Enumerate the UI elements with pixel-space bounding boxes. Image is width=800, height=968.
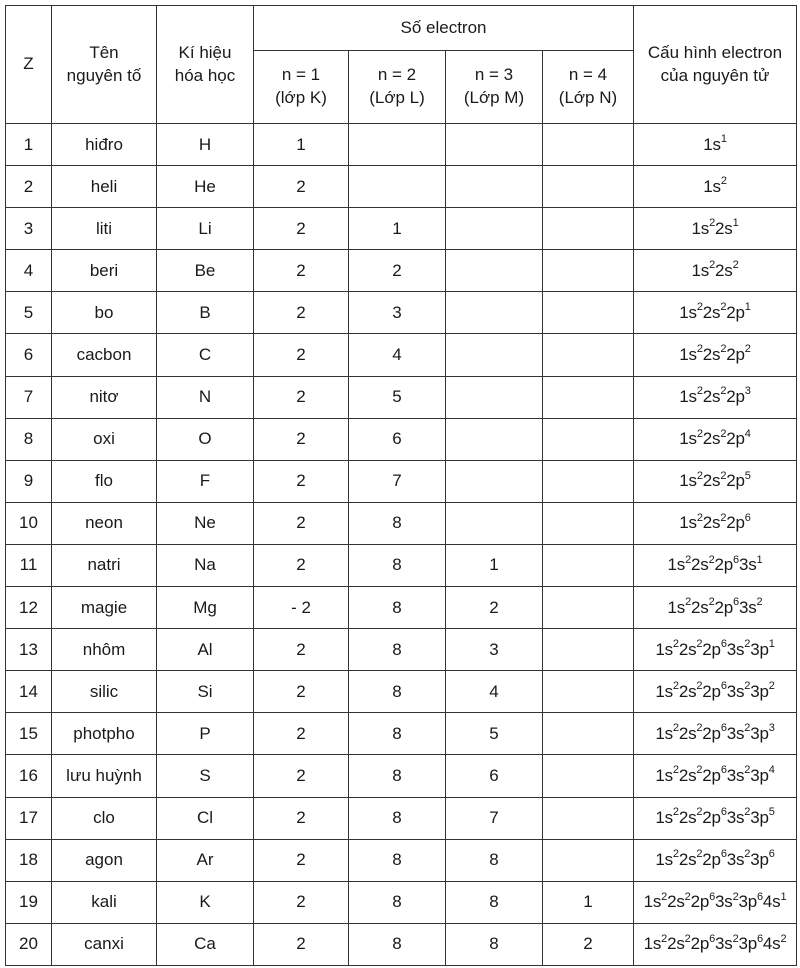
- element-name-cell: silic: [52, 671, 157, 713]
- shell-n-count-cell: [543, 629, 634, 671]
- shell-m-count-cell: 8: [446, 839, 543, 881]
- shell-m-count-cell: 7: [446, 797, 543, 839]
- element-name-cell: liti: [52, 208, 157, 250]
- header-z: Z: [6, 6, 52, 124]
- shell-n-count-cell: [543, 418, 634, 460]
- element-name-cell: flo: [52, 460, 157, 502]
- element-symbol-cell: H: [157, 124, 254, 166]
- electron-configuration-cell: $1s^22s^2$: [634, 250, 797, 292]
- shell-k-count-cell: 2: [254, 208, 349, 250]
- table-row: [6, 460, 797, 502]
- element-name-cell: agon: [52, 839, 157, 881]
- element-symbol-cell: B: [157, 292, 254, 334]
- atomic-number-cell: 8: [6, 418, 52, 460]
- shell-n-count-cell: [543, 671, 634, 713]
- shell-m-count-cell: [446, 208, 543, 250]
- electron-configuration-cell: $1s^2$: [634, 166, 797, 208]
- electron-configuration-cell: $1s^22s^22p^63s^23p^3$: [634, 713, 797, 755]
- element-name-cell: lưu huỳnh: [52, 755, 157, 797]
- element-name-cell: photpho: [52, 713, 157, 755]
- electron-configuration-cell: $1s^22s^22p^63s^23p^2$: [634, 671, 797, 713]
- shell-k-count-cell: 2: [254, 713, 349, 755]
- shell-n-count-cell: [543, 250, 634, 292]
- shell-l-count-cell: 8: [349, 502, 446, 544]
- table-row: [6, 587, 797, 629]
- atomic-number-cell: 18: [6, 839, 52, 881]
- shell-m-count-cell: [446, 418, 543, 460]
- header-symbol-line1: Kí hiệu: [178, 42, 232, 62]
- element-name-cell: cacbon: [52, 334, 157, 376]
- electron-configuration-cell: $1s^22s^22p^63s^23p^5$: [634, 797, 797, 839]
- shell-n-count-cell: [543, 502, 634, 544]
- shell-n-count-cell: [543, 376, 634, 418]
- element-name-cell: hiđro: [52, 124, 157, 166]
- element-name-cell: magie: [52, 587, 157, 629]
- electron-configuration-cell: $1s^1$: [634, 124, 797, 166]
- element-name-cell: natri: [52, 544, 157, 586]
- element-symbol-cell: Ar: [157, 839, 254, 881]
- shell-l-count-cell: 8: [349, 923, 446, 965]
- shell-l-count-cell: 5: [349, 376, 446, 418]
- electron-configuration-cell: $1s^22s^22p^2$: [634, 334, 797, 376]
- element-symbol-cell: S: [157, 755, 254, 797]
- shell-k-count-cell: 2: [254, 881, 349, 923]
- element-name-cell: nhôm: [52, 629, 157, 671]
- electron-configuration-cell: $1s^22s^22p^63s^23p^64s^1$: [634, 881, 797, 923]
- shell-k-count-cell: 2: [254, 671, 349, 713]
- table-row: [6, 923, 797, 965]
- shell-m-n: n = 3: [474, 65, 514, 85]
- shell-k-count-cell: 2: [254, 418, 349, 460]
- table-row: [6, 124, 797, 166]
- shell-m-count-cell: [446, 124, 543, 166]
- element-symbol-cell: Al: [157, 629, 254, 671]
- header-shell-k: [254, 51, 349, 124]
- shell-m-count-cell: 8: [446, 923, 543, 965]
- header-name-line1: Tên: [89, 42, 119, 62]
- electron-configuration-cell: $1s^22s^22p^63s^23p^6$: [634, 839, 797, 881]
- table-row: [6, 629, 797, 671]
- shell-n-count-cell: [543, 460, 634, 502]
- atomic-number-cell: 15: [6, 713, 52, 755]
- shell-n-n: n = 4: [568, 65, 608, 85]
- electron-configuration-cell: $1s^22s^22p^1$: [634, 292, 797, 334]
- shell-m-count-cell: [446, 292, 543, 334]
- header-symbol-line2: hóa học: [174, 65, 236, 85]
- shell-m-count-cell: 2: [446, 587, 543, 629]
- shell-k-count-cell: 2: [254, 839, 349, 881]
- shell-l-count-cell: 8: [349, 587, 446, 629]
- atomic-number-cell: 16: [6, 755, 52, 797]
- shell-l-label: (Lớp L): [369, 88, 425, 107]
- atomic-number-cell: 9: [6, 460, 52, 502]
- shell-l-n: n = 2: [377, 65, 417, 85]
- shell-m-count-cell: [446, 250, 543, 292]
- atomic-number-cell: 3: [6, 208, 52, 250]
- shell-l-count-cell: 8: [349, 839, 446, 881]
- shell-m-count-cell: [446, 502, 543, 544]
- header-shell-n: [543, 51, 634, 124]
- element-symbol-cell: F: [157, 460, 254, 502]
- atomic-number-cell: 7: [6, 376, 52, 418]
- table-row: [6, 376, 797, 418]
- table-row: [6, 166, 797, 208]
- header-config-line2: của nguyên tử: [660, 65, 770, 85]
- electron-configuration-cell: $1s^22s^22p^63s^2$: [634, 587, 797, 629]
- element-rows: [6, 124, 797, 966]
- shell-l-count-cell: 1: [349, 208, 446, 250]
- element-symbol-cell: C: [157, 334, 254, 376]
- atomic-number-cell: 4: [6, 250, 52, 292]
- element-name-cell: clo: [52, 797, 157, 839]
- shell-m-count-cell: 4: [446, 671, 543, 713]
- shell-n-count-cell: [543, 544, 634, 586]
- element-symbol-cell: Na: [157, 544, 254, 586]
- electron-configuration-cell: $1s^22s^22p^4$: [634, 418, 797, 460]
- shell-l-count-cell: 8: [349, 671, 446, 713]
- header-element-name: [52, 6, 157, 124]
- table-row: [6, 502, 797, 544]
- shell-n-count-cell: [543, 124, 634, 166]
- shell-m-count-cell: [446, 166, 543, 208]
- shell-n-count-cell: [543, 797, 634, 839]
- header-electron-count: Số electron: [254, 6, 634, 51]
- shell-l-count-cell: 6: [349, 418, 446, 460]
- header-shell-m: [446, 51, 543, 124]
- table-row: [6, 713, 797, 755]
- shell-k-count-cell: 1: [254, 124, 349, 166]
- element-name-cell: heli: [52, 166, 157, 208]
- element-symbol-cell: N: [157, 376, 254, 418]
- element-symbol-cell: Be: [157, 250, 254, 292]
- electron-configuration-table: [5, 5, 797, 966]
- atomic-number-cell: 10: [6, 502, 52, 544]
- atomic-number-cell: 6: [6, 334, 52, 376]
- table-row: [6, 881, 797, 923]
- shell-k-count-cell: 2: [254, 923, 349, 965]
- shell-n-count-cell: [543, 208, 634, 250]
- electron-configuration-cell: $1s^22s^22p^63s^1$: [634, 544, 797, 586]
- element-name-cell: nitơ: [52, 376, 157, 418]
- element-symbol-cell: O: [157, 418, 254, 460]
- shell-n-count-cell: 2: [543, 923, 634, 965]
- shell-n-count-cell: [543, 292, 634, 334]
- shell-k-count-cell: 2: [254, 334, 349, 376]
- electron-configuration-cell: $1s^22s^22p^63s^23p^4$: [634, 755, 797, 797]
- electron-configuration-cell: $1s^22s^22p^3$: [634, 376, 797, 418]
- shell-n-count-cell: [543, 166, 634, 208]
- shell-k-count-cell: 2: [254, 544, 349, 586]
- shell-k-count-cell: 2: [254, 166, 349, 208]
- shell-l-count-cell: [349, 124, 446, 166]
- element-symbol-cell: K: [157, 881, 254, 923]
- element-symbol-cell: Si: [157, 671, 254, 713]
- atomic-number-cell: 2: [6, 166, 52, 208]
- shell-l-count-cell: 3: [349, 292, 446, 334]
- table-row: [6, 208, 797, 250]
- atomic-number-cell: 12: [6, 587, 52, 629]
- element-symbol-cell: Li: [157, 208, 254, 250]
- header-shell-l: [349, 51, 446, 124]
- table-row: [6, 544, 797, 586]
- shell-m-count-cell: 8: [446, 881, 543, 923]
- table-row: [6, 839, 797, 881]
- shell-n-count-cell: 1: [543, 881, 634, 923]
- shell-m-count-cell: 5: [446, 713, 543, 755]
- atomic-number-cell: 20: [6, 923, 52, 965]
- shell-m-count-cell: 6: [446, 755, 543, 797]
- atomic-number-cell: 14: [6, 671, 52, 713]
- shell-l-count-cell: 8: [349, 713, 446, 755]
- table-row: [6, 797, 797, 839]
- shell-l-count-cell: 4: [349, 334, 446, 376]
- header-chemical-symbol: [157, 6, 254, 124]
- atomic-number-cell: 13: [6, 629, 52, 671]
- shell-k-count-cell: 2: [254, 629, 349, 671]
- header-name-line2: nguyên tố: [66, 65, 142, 85]
- shell-k-label: (lớp K): [275, 88, 327, 107]
- electron-configuration-cell: $1s^22s^22p^63s^23p^64s^2$: [634, 923, 797, 965]
- table-row: [6, 671, 797, 713]
- atomic-number-cell: 5: [6, 292, 52, 334]
- table-row: [6, 250, 797, 292]
- shell-m-label: (Lớp M): [463, 88, 525, 107]
- element-symbol-cell: P: [157, 713, 254, 755]
- shell-l-count-cell: 8: [349, 881, 446, 923]
- shell-m-count-cell: 1: [446, 544, 543, 586]
- shell-k-count-cell: 2: [254, 460, 349, 502]
- shell-l-count-cell: 2: [349, 250, 446, 292]
- shell-m-count-cell: [446, 376, 543, 418]
- shell-k-n: n = 1: [281, 65, 321, 85]
- shell-l-count-cell: 8: [349, 797, 446, 839]
- shell-n-count-cell: [543, 334, 634, 376]
- table-row: [6, 334, 797, 376]
- shell-n-count-cell: [543, 713, 634, 755]
- element-name-cell: beri: [52, 250, 157, 292]
- table-row: [6, 755, 797, 797]
- element-symbol-cell: He: [157, 166, 254, 208]
- table-row: [6, 292, 797, 334]
- shell-n-label: (Lớp N): [558, 88, 618, 107]
- atomic-number-cell: 19: [6, 881, 52, 923]
- atomic-number-cell: 11: [6, 544, 52, 586]
- element-symbol-cell: Ne: [157, 502, 254, 544]
- shell-m-count-cell: [446, 334, 543, 376]
- shell-k-count-cell: - 2: [254, 587, 349, 629]
- shell-k-count-cell: 2: [254, 250, 349, 292]
- shell-n-count-cell: [543, 587, 634, 629]
- shell-m-count-cell: [446, 460, 543, 502]
- element-name-cell: canxi: [52, 923, 157, 965]
- shell-l-count-cell: [349, 166, 446, 208]
- shell-l-count-cell: 8: [349, 755, 446, 797]
- shell-k-count-cell: 2: [254, 502, 349, 544]
- element-symbol-cell: Ca: [157, 923, 254, 965]
- table-row: [6, 418, 797, 460]
- element-name-cell: bo: [52, 292, 157, 334]
- element-name-cell: neon: [52, 502, 157, 544]
- shell-k-count-cell: 2: [254, 292, 349, 334]
- shell-n-count-cell: [543, 839, 634, 881]
- shell-n-count-cell: [543, 755, 634, 797]
- electron-configuration-cell: $1s^22s^22p^6$: [634, 502, 797, 544]
- shell-l-count-cell: 7: [349, 460, 446, 502]
- shell-k-count-cell: 2: [254, 376, 349, 418]
- header-config-line1: Cấu hình electron: [647, 42, 783, 62]
- element-name-cell: oxi: [52, 418, 157, 460]
- shell-k-count-cell: 2: [254, 797, 349, 839]
- shell-l-count-cell: 8: [349, 629, 446, 671]
- element-symbol-cell: Cl: [157, 797, 254, 839]
- shell-k-count-cell: 2: [254, 755, 349, 797]
- electron-configuration-cell: $1s^22s^22p^63s^23p^1$: [634, 629, 797, 671]
- electron-configuration-cell: $1s^22s^22p^5$: [634, 460, 797, 502]
- element-name-cell: kali: [52, 881, 157, 923]
- shell-l-count-cell: 8: [349, 544, 446, 586]
- header-electron-configuration: [634, 6, 797, 124]
- electron-configuration-cell: $1s^22s^1$: [634, 208, 797, 250]
- element-symbol-cell: Mg: [157, 587, 254, 629]
- atomic-number-cell: 1: [6, 124, 52, 166]
- shell-m-count-cell: 3: [446, 629, 543, 671]
- atomic-number-cell: 17: [6, 797, 52, 839]
